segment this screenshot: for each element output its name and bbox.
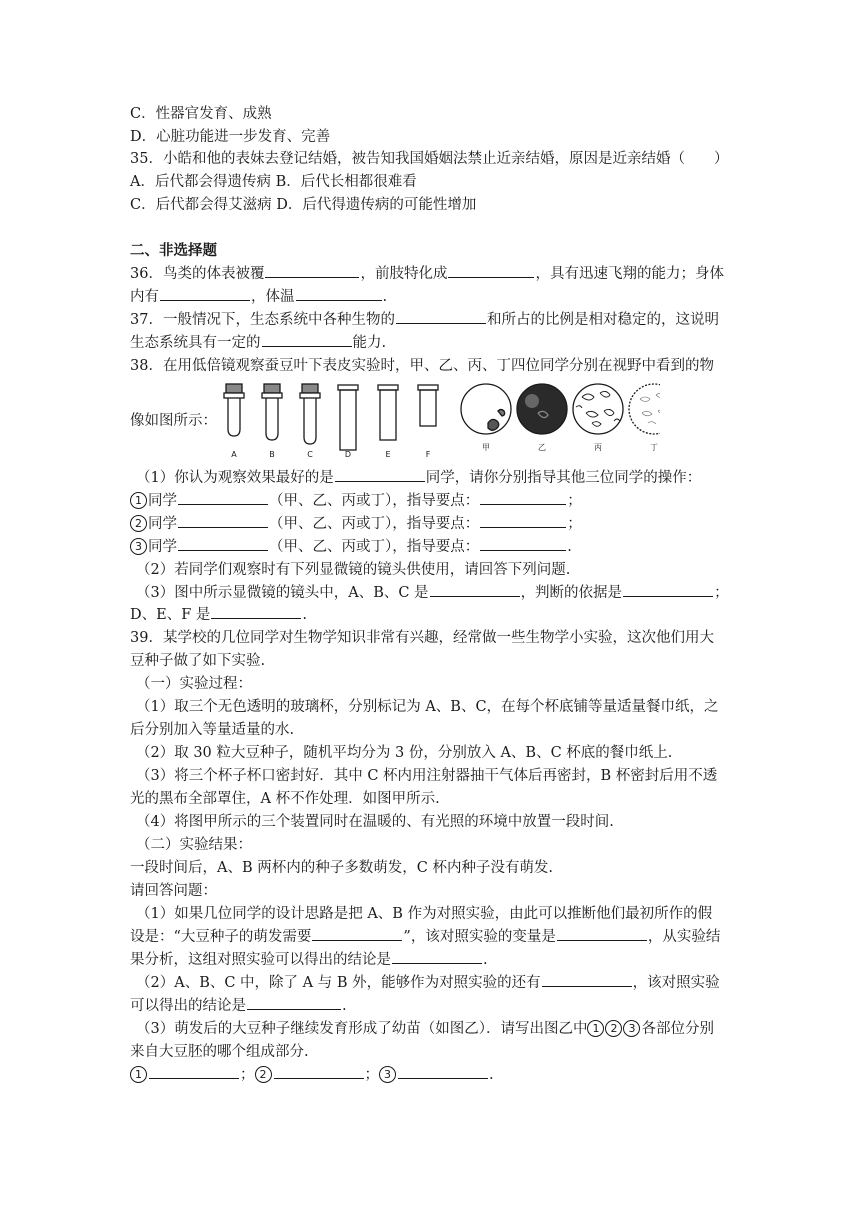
eyepiece-lens-d-icon bbox=[338, 385, 358, 450]
objective-lens-c-icon bbox=[300, 384, 320, 444]
q34-option-c: C．性器官发育、成熟 bbox=[130, 106, 272, 122]
q39-line: 39．某学校的几位同学对生物学知识非常有兴趣，经常做一些生物学小实验，这次他们用大 bbox=[130, 630, 714, 646]
q39-line: （二）实验结果： bbox=[136, 837, 252, 853]
q36-blank-2[interactable] bbox=[448, 263, 534, 278]
q39-text: 各部位分别 bbox=[641, 1021, 714, 1037]
q36-text: 内有 bbox=[130, 289, 159, 305]
q39-answers bbox=[130, 1064, 494, 1086]
q37-line1 bbox=[130, 309, 719, 331]
q39-q1-line3 bbox=[130, 949, 488, 971]
q39-line: 光的黑布全部罩住，A 杯不作处理．如图甲所示. bbox=[130, 791, 440, 807]
lens-label-f: F bbox=[425, 450, 431, 459]
q38-text: . bbox=[302, 607, 307, 623]
q38-text: ； bbox=[567, 493, 582, 509]
q39-q2-line2 bbox=[130, 995, 347, 1017]
view-label-bing: 丙 bbox=[594, 443, 602, 452]
view-jia-icon bbox=[461, 384, 511, 434]
q38-text: D、E、F 是 bbox=[130, 607, 211, 623]
q35-options-cd: C．后代都会得艾滋病 D．后代得遗传病的可能性增加 bbox=[130, 197, 477, 213]
q39-line: 请回答问题： bbox=[130, 883, 217, 899]
q39-blank-conclusion-1[interactable] bbox=[392, 949, 482, 964]
q38-text: ，判断的依据是 bbox=[520, 585, 623, 601]
q39-q3-line1 bbox=[136, 1018, 714, 1040]
q39-line: 来自大豆胚的哪个组成部分. bbox=[130, 1044, 309, 1060]
q38-text: （甲、乙、丙或丁），指导要点： bbox=[269, 493, 480, 509]
q39-blank-other-control[interactable] bbox=[542, 972, 632, 987]
lens-label-d: D bbox=[344, 450, 352, 459]
circled-number: 2 bbox=[130, 515, 147, 532]
view-bing-icon bbox=[573, 384, 623, 434]
q39-answer-blank-1[interactable] bbox=[149, 1064, 239, 1079]
eyepiece-lens-e-icon bbox=[378, 385, 398, 440]
circled-number: 3 bbox=[623, 1020, 640, 1037]
q38-row-3 bbox=[130, 536, 572, 558]
q36-text: ，体温 bbox=[251, 289, 295, 305]
q39-blank-conclusion-2[interactable] bbox=[247, 995, 341, 1010]
q39-text: ”，该对照实验的变量是 bbox=[403, 929, 556, 945]
q36-line1 bbox=[130, 263, 724, 285]
q39-blank-variable[interactable] bbox=[557, 926, 647, 941]
q39-text: . bbox=[483, 952, 488, 968]
q38-blank-best[interactable] bbox=[335, 467, 425, 482]
q39-answer-blank-2[interactable] bbox=[274, 1064, 364, 1079]
q38-text: 同学 bbox=[148, 539, 177, 555]
q38-sub2: （2）若同学们观察时有下列显微镜的镜头供使用，请回答下列问题. bbox=[136, 562, 571, 578]
q39-line: （1）取三个无色透明的玻璃杯，分别标记为 A、B、C，在每个杯底铺等量适量餐巾纸，之 bbox=[136, 699, 719, 715]
view-yi-icon bbox=[517, 384, 567, 434]
q39-answer-blank-3[interactable] bbox=[398, 1064, 488, 1079]
q36-blank-1[interactable] bbox=[265, 263, 359, 278]
q39-text: 可以得出的结论是 bbox=[130, 998, 246, 1014]
lens-label-a: A bbox=[231, 450, 237, 459]
lens-label-b: B bbox=[269, 450, 275, 459]
q38-text: ； bbox=[567, 516, 582, 532]
section-title: 二、非选择题 bbox=[130, 242, 217, 259]
q39-text: ，从实验结 bbox=[647, 929, 721, 945]
q38-row2-blank-tip[interactable] bbox=[480, 513, 566, 528]
circled-number: 1 bbox=[587, 1020, 604, 1037]
q38-row-1 bbox=[130, 490, 582, 512]
microscope-figure bbox=[220, 381, 660, 461]
view-label-ding: 丁 bbox=[650, 443, 658, 452]
q38-blank-basis[interactable] bbox=[623, 582, 713, 597]
q36-line2 bbox=[130, 286, 387, 308]
circled-number: 2 bbox=[255, 1066, 272, 1083]
q36-blank-4[interactable] bbox=[296, 286, 382, 301]
q39-line: （1）如果几位同学的设计思路是把 A、B 作为对照实验，由此可以推断他们最初所作的假 bbox=[136, 906, 713, 922]
q36-text: ，前肢特化成 bbox=[360, 266, 448, 282]
q38-sub3 bbox=[136, 582, 729, 604]
objective-lens-b-icon bbox=[262, 384, 282, 440]
q39-text: 果分析，这组对照实验可以得出的结论是 bbox=[130, 952, 391, 968]
lens-label-c: C bbox=[307, 450, 313, 459]
q39-q1-line2 bbox=[130, 926, 720, 948]
q38-text: 同学，请你分别指导其他三位同学的操作： bbox=[425, 470, 702, 486]
q38-row3-blank-student[interactable] bbox=[178, 536, 268, 551]
q38-row2-blank-student[interactable] bbox=[178, 513, 268, 528]
q37-text: 生态系统具有一定的 bbox=[130, 335, 261, 351]
q38-text: 同学 bbox=[148, 493, 177, 509]
q39-text: . bbox=[342, 998, 347, 1014]
q37-blank-1[interactable] bbox=[396, 309, 486, 324]
q38-text: （甲、乙、丙或丁），指导要点： bbox=[269, 516, 480, 532]
circled-number: 2 bbox=[605, 1020, 622, 1037]
q38-text: （甲、乙、丙或丁），指导要点： bbox=[269, 539, 480, 555]
q38-stem: 38．在用低倍镜观察蚕豆叶下表皮实验时，甲、乙、丙、丁四位同学分别在视野中看到的物 bbox=[130, 358, 714, 374]
q39-line: （3）将三个杯子杯口密封好．其中 C 杯内用注射器抽干气体后再密封，B 杯密封后用不透 bbox=[136, 768, 718, 784]
view-label-jia: 甲 bbox=[482, 443, 490, 452]
q36-blank-3[interactable] bbox=[160, 286, 250, 301]
q39-text: . bbox=[489, 1067, 494, 1083]
q35-options-ab: A．后代都会得遗传病 B．后代长相都很难看 bbox=[130, 174, 417, 190]
q37-text: 能力. bbox=[352, 335, 387, 351]
q38-text: 同学 bbox=[148, 516, 177, 532]
q38-text: （1）你认为观察效果最好的是 bbox=[136, 470, 334, 486]
q38-sub1 bbox=[136, 467, 701, 489]
q35-stem: 35．小皓和他的表妹去登记结婚，被告知我国婚姻法禁止近亲结婚，原因是近亲结婚（ ） bbox=[130, 151, 729, 167]
q36-text: . bbox=[382, 289, 388, 305]
q39-text: ，该对照实验 bbox=[632, 975, 720, 991]
q38-row-2 bbox=[130, 513, 582, 535]
q39-q2-line1 bbox=[136, 972, 720, 994]
q34-option-d: D．心脏功能进一步发育、完善 bbox=[130, 129, 331, 145]
q38-blank-def[interactable] bbox=[211, 604, 301, 619]
q38-stem-2: 像如图所示： bbox=[130, 413, 217, 429]
q39-line: （4）将图甲所示的三个装置同时在温暖的、有光照的环境中放置一段时间. bbox=[136, 814, 614, 830]
q39-text: （2）A、B、C 中，除了 A 与 B 外，能够作为对照实验的还有 bbox=[136, 975, 541, 991]
view-label-yi: 乙 bbox=[538, 443, 546, 452]
q38-blank-abc[interactable] bbox=[430, 582, 520, 597]
q39-text: ； bbox=[240, 1067, 255, 1083]
circled-number: 3 bbox=[130, 538, 147, 555]
q38-row3-blank-tip[interactable] bbox=[480, 536, 566, 551]
circled-number: 1 bbox=[130, 1066, 147, 1083]
q38-row1-blank-tip[interactable] bbox=[480, 490, 566, 505]
circled-number: 1 bbox=[130, 492, 147, 509]
eyepiece-lens-f-icon bbox=[418, 385, 438, 426]
view-ding-icon bbox=[629, 384, 660, 434]
q38-sub3-line2 bbox=[130, 604, 307, 626]
q39-text: 设是：“大豆种子的萌发需要 bbox=[130, 929, 312, 945]
q39-line: 后分别加入等量适量的水. bbox=[130, 722, 295, 738]
q39-text: （3）萌发后的大豆种子继续发育形成了幼苗（如图乙）．请写出图乙中 bbox=[136, 1021, 588, 1037]
q38-text: ； bbox=[714, 585, 729, 601]
lens-label-e: E bbox=[385, 450, 391, 459]
q37-blank-2[interactable] bbox=[262, 332, 352, 347]
q39-line: 豆种子做了如下实验. bbox=[130, 653, 266, 669]
q39-line: 一段时间后，A、B 两杯内的种子多数萌发，C 杯内种子没有萌发. bbox=[130, 860, 554, 876]
q39-line: （2）取 30 粒大豆种子，随机平均分为 3 份，分别放入 A、B、C 杯底的餐巾纸上. bbox=[136, 745, 673, 761]
q36-text: 36．鸟类的体表被覆 bbox=[130, 266, 265, 282]
q37-text: 37．一般情况下，生态系统中各种生物的 bbox=[130, 312, 395, 328]
q38-row1-blank-student[interactable] bbox=[178, 490, 268, 505]
q37-line2 bbox=[130, 332, 386, 354]
q38-text: （3）图中所示显微镜的镜头中，A、B、C 是 bbox=[136, 585, 429, 601]
objective-lens-a-icon bbox=[224, 384, 244, 436]
circled-number: 3 bbox=[379, 1066, 396, 1083]
q39-text: ； bbox=[364, 1067, 379, 1083]
q37-text: 和所占的比例是相对稳定的，这说明 bbox=[486, 312, 719, 328]
q36-text: ，具有迅速飞翔的能力；身体 bbox=[535, 266, 724, 282]
q38-text: . bbox=[567, 539, 572, 555]
q39-blank-hypothesis[interactable] bbox=[312, 926, 402, 941]
q39-line: （一）实验过程： bbox=[136, 676, 252, 692]
